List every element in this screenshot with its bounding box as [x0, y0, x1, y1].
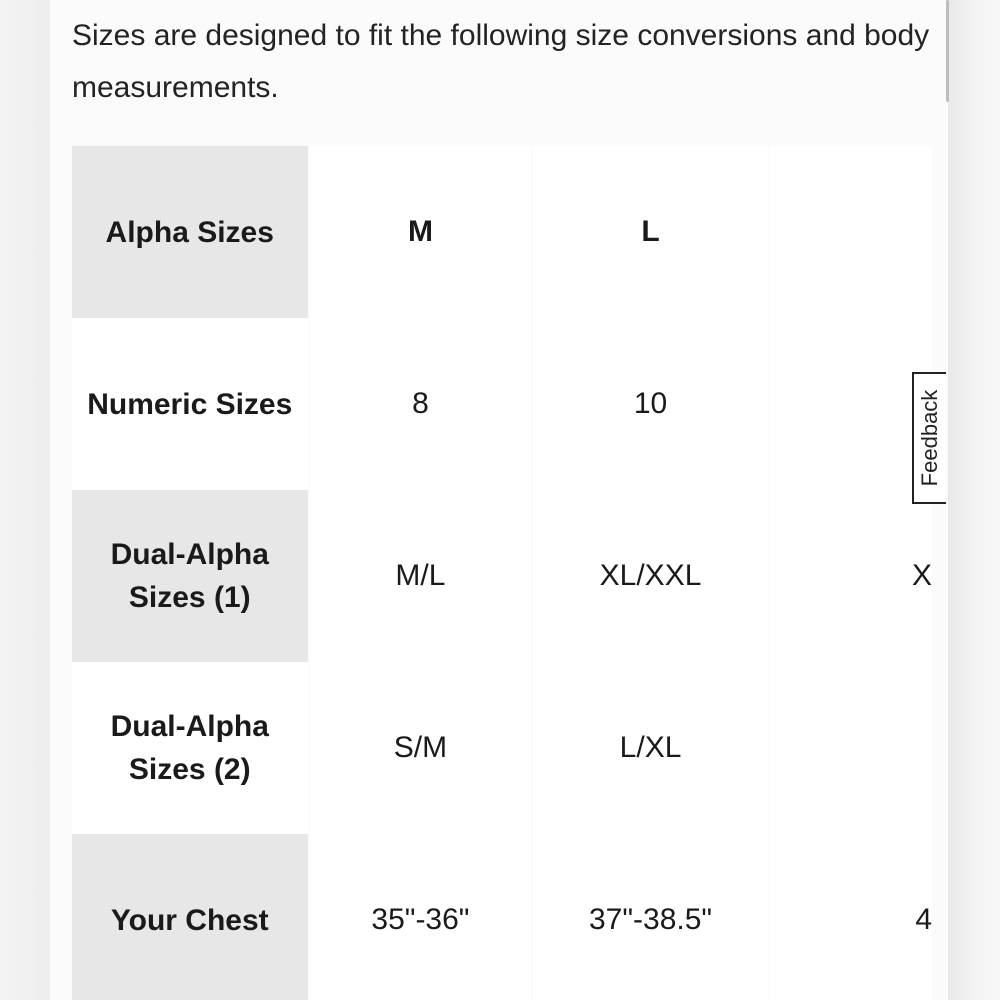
table-cell: 10	[533, 318, 767, 490]
table-cell: M/L	[310, 490, 532, 662]
intro-text: Sizes are designed to fit the following size conversions and body measurements.	[72, 19, 930, 104]
right-background	[948, 0, 1000, 1000]
table-cell: X	[770, 490, 932, 662]
table-cell: L/XL	[533, 662, 767, 834]
size-guide-panel	[50, 0, 948, 1000]
scrollbar-thumb[interactable]	[946, 0, 949, 102]
feedback-button[interactable]	[912, 372, 946, 504]
row-header: Numeric Sizes	[72, 318, 308, 490]
row-header: Dual-Alpha Sizes (1)	[72, 490, 308, 662]
table-cell	[770, 318, 932, 490]
table-cell: L	[533, 146, 767, 318]
table-cell: 8	[310, 318, 532, 490]
table-cell: S/M	[310, 662, 532, 834]
row-header: Dual-Alpha Sizes (2)	[72, 662, 308, 834]
table-row-numeric-sizes	[72, 318, 932, 490]
table-cell: XL/XXL	[533, 490, 767, 662]
row-header: Your Chest	[72, 834, 308, 1000]
table-cell	[770, 146, 932, 318]
table-cell: 35"-36"	[310, 834, 532, 1000]
table-cell: M	[310, 146, 532, 318]
left-background	[0, 0, 50, 1000]
feedback-label: Feedback	[917, 389, 942, 487]
table-cell: 4	[770, 834, 932, 1000]
table-row-dual-alpha-1	[72, 490, 932, 662]
size-table	[72, 146, 934, 1000]
table-row-dual-alpha-2	[72, 662, 932, 834]
table-row-alpha-sizes	[72, 146, 932, 318]
table-row-your-chest	[72, 834, 932, 1000]
table-cell	[770, 662, 932, 834]
table-cell: 37"-38.5"	[533, 834, 767, 1000]
row-header: Alpha Sizes	[72, 146, 308, 318]
size-table-container[interactable]	[72, 146, 934, 1000]
